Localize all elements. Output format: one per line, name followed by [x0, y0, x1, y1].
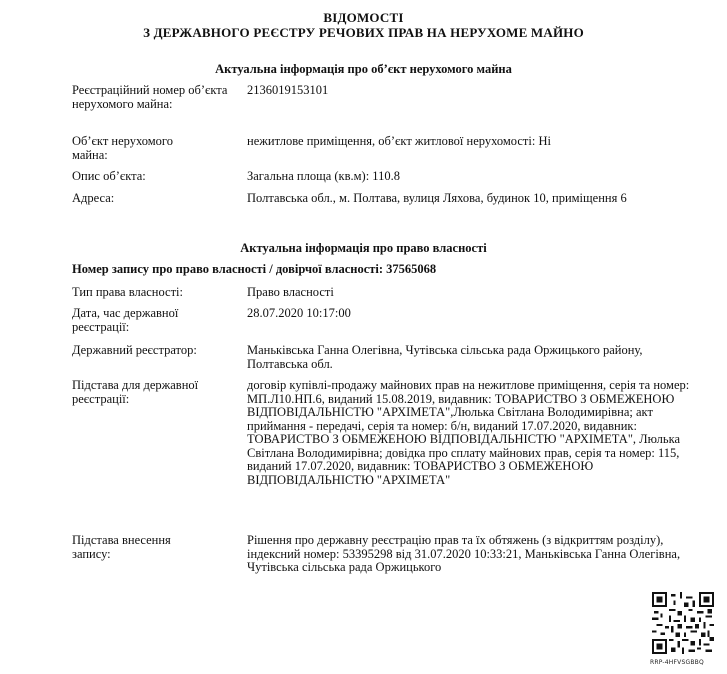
- qr-code-text: RRP-4HFVSGBBQ: [650, 659, 704, 666]
- row-value: Загальна площа (кв.м): 110.8: [247, 169, 400, 183]
- row-value: Рішення про державну реєстрацію прав та їх обтяжень (з відкриттям розділу), індексний номер: 53395298 від 31.07.2020 10:33:21, Маньківська Ганна Олегівна, Чутівська сільська рада Оржицького: [247, 533, 681, 574]
- row-label: Об’єкт нерухомого майна:: [72, 134, 173, 162]
- row-label: Підстава внесення запису:: [72, 533, 171, 561]
- row-value: Право власності: [247, 285, 334, 299]
- row-label: Адреса:: [72, 191, 115, 205]
- row-label: Реєстраційний номер об’єкта нерухомого майна:: [72, 83, 228, 111]
- row-label: Державний реєстратор:: [72, 343, 197, 357]
- object-section-heading: Актуальна інформація про об’єкт нерухомого майна: [215, 62, 512, 76]
- row-label: Дата, час державної реєстрації:: [72, 306, 179, 334]
- row-value: Маньківська Ганна Олегівна, Чутівська сільська рада Оржицького району, Полтавська обл.: [247, 343, 643, 371]
- row-value: договір купівлі-продажу майнових прав на нежитлове приміщення, серія та номер: МП.Л10.НП.6, виданий 15.08.2019, видавник: ТОВАРИСТВО З ОБМЕЖЕНОЮ ВІДПОВІДАЛЬНІСТЮ "АРХІМЕТА",Люлька Світлана Володимирівна; акт приймання - передачі, серія та номер: б/н, виданий 17.07.2020, видавник: ТОВАРИСТВО З ОБМЕЖЕНОЮ ВІДПОВІДАЛЬНІСТЮ "АРХІМЕТА", Люлька Світлана Володимирівна; довідка про сплату майнових прав, серія та номер: 115, виданий 17.07.2020, видавник: ТОВАРИСТВО З ОБМЕЖЕНОЮ ВІДПОВІДАЛЬНІСТЮ "АРХІМЕТА": [247, 378, 690, 487]
- row-value: 28.07.2020 10:17:00: [247, 306, 351, 320]
- row-value: 2136019153101: [247, 83, 329, 97]
- document-subtitle: З ДЕРЖАВНОГО РЕЄСТРУ РЕЧОВИХ ПРАВ НА НЕРУХОМЕ МАЙНО: [143, 25, 584, 40]
- ownership-section-heading: Актуальна інформація про право власності: [240, 241, 487, 255]
- row-label: Підстава для державної реєстрації:: [72, 378, 199, 406]
- row-value: Полтавська обл., м. Полтава, вулиця Ляхова, будинок 10, приміщення 6: [247, 191, 627, 205]
- row-value: нежитлове приміщення, об’єкт житлової нерухомості: Ні: [247, 134, 551, 148]
- qr-code-icon: [652, 592, 714, 654]
- row-label: Тип права власності:: [72, 285, 184, 299]
- row-label: Опис об’єкта:: [72, 169, 146, 183]
- document-title: ВІДОМОСТІ: [323, 10, 404, 25]
- record-number: Номер запису про право власності / довірчої власності: 37565068: [72, 262, 437, 276]
